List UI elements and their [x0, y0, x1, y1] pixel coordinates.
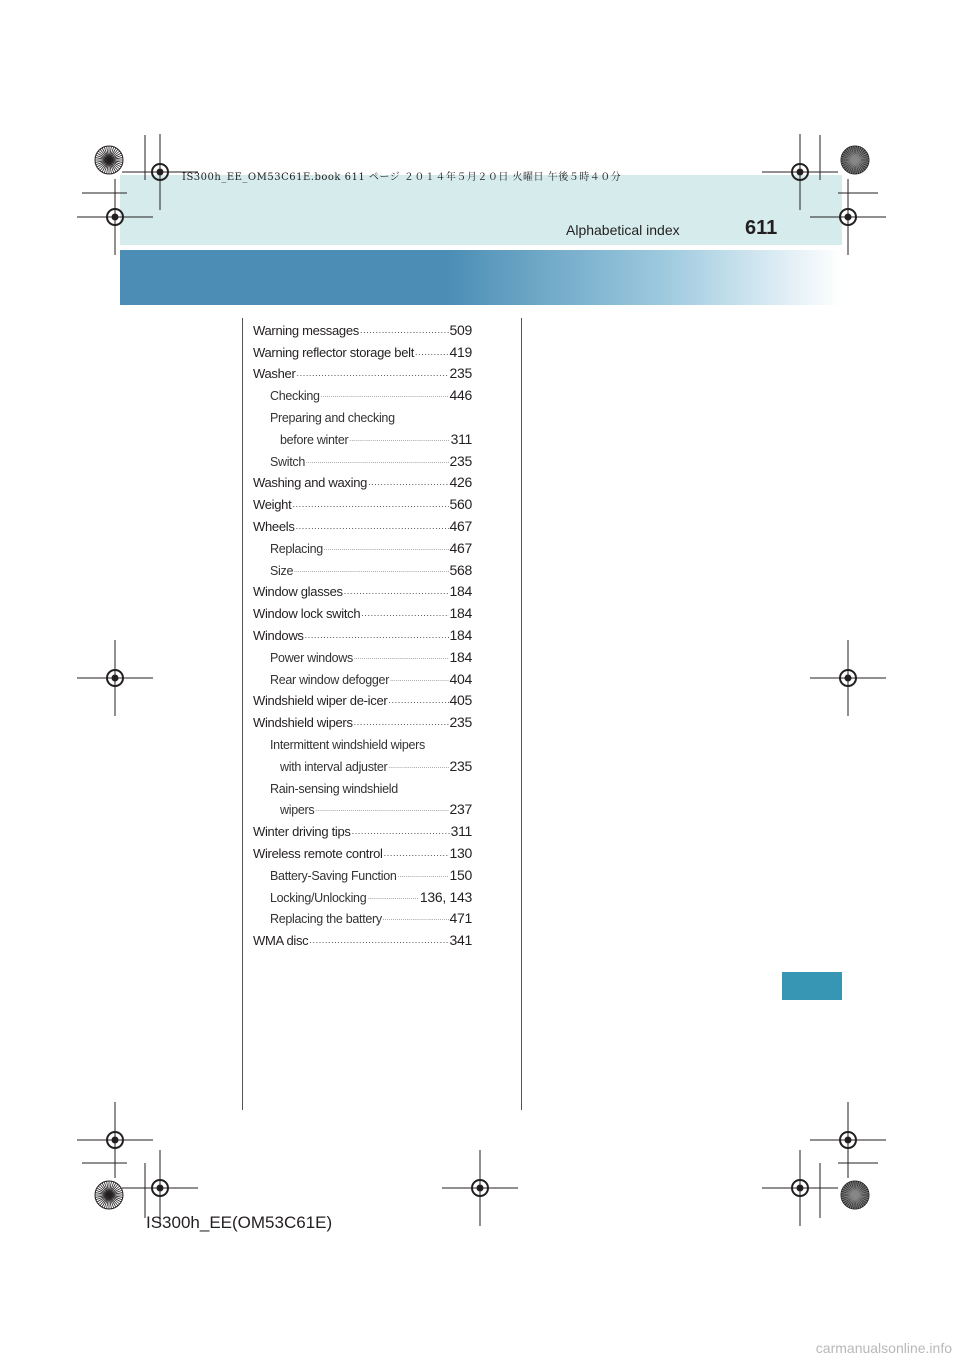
dot-leader	[292, 499, 448, 509]
dot-leader	[415, 347, 448, 357]
crosshair-mark	[762, 1150, 838, 1226]
index-entry	[253, 316, 472, 338]
index-entry-text: Warning messages	[253, 322, 359, 338]
index-entry-text: Washer	[253, 366, 296, 382]
dot-leader	[384, 848, 449, 858]
index-entry-text: Washing and waxing	[253, 475, 368, 491]
column-rule-right	[521, 318, 522, 1110]
index-entry	[253, 490, 472, 512]
index-entry-page: 311	[450, 430, 472, 447]
index-entry-text: Size	[270, 563, 294, 578]
index-entry-page: 235	[449, 452, 472, 469]
section-tab-mark	[782, 972, 842, 1000]
index-entry	[253, 665, 472, 687]
index-entry-text: Warning reflector storage belt	[253, 344, 415, 360]
crosshair-mark	[77, 640, 153, 716]
index-entry-text: Winter driving tips	[253, 824, 351, 840]
index-entry-page: 446	[449, 387, 472, 404]
index-entry	[253, 599, 472, 621]
dot-leader	[321, 393, 449, 399]
index-entry-text: Wireless remote control	[253, 845, 383, 861]
index-entry-text: before winter	[280, 432, 349, 447]
index-entry-text: Windshield wipers	[253, 715, 353, 731]
dot-leader	[297, 368, 449, 378]
index-entry-text: Windows	[253, 627, 304, 643]
dot-leader	[305, 630, 449, 640]
index-entry-text: Replacing	[270, 541, 323, 556]
index-entry	[253, 730, 472, 752]
index-entry-page: 150	[449, 866, 472, 883]
index-entry	[253, 381, 472, 403]
dot-leader	[354, 655, 449, 661]
index-entry-text: Replacing the battery	[270, 912, 382, 927]
dot-leader	[349, 437, 449, 443]
book-info: IS300h_EE_OM53C61E.book 611 ページ ２０１４年５月２０日 火曜日 午後５時４０分	[182, 172, 622, 183]
index-entry	[253, 556, 472, 578]
index-entry	[253, 839, 472, 861]
dot-leader	[352, 826, 450, 836]
index-entry-text: Switch	[270, 454, 306, 469]
index-entry-page: 404	[449, 670, 472, 687]
index-entry-page: 184	[449, 648, 472, 665]
dot-leader	[388, 695, 448, 705]
crosshair-mark	[810, 1102, 886, 1178]
index-entry	[253, 905, 472, 927]
index-entry-text: Power windows	[270, 650, 353, 665]
dot-leader	[309, 935, 448, 945]
index-entry-text: Checking	[270, 389, 320, 404]
blue-bar	[120, 250, 842, 305]
index-entry-page: 184	[449, 605, 472, 622]
index-entry	[253, 926, 472, 948]
index-entry	[253, 469, 472, 491]
crosshair-mark	[810, 640, 886, 716]
index-entry-page: 184	[449, 626, 472, 643]
index-entry-page: 509	[449, 321, 472, 338]
dot-leader	[294, 568, 448, 574]
index-entry-page: 184	[449, 583, 472, 600]
index-entry-text: Intermittent windshield wipers	[270, 737, 425, 752]
index-entry	[253, 578, 472, 600]
crosshair-mark	[442, 1150, 518, 1226]
dot-leader	[388, 764, 448, 770]
index-entry-text: Locking/Unlocking	[270, 890, 367, 905]
index-entry	[253, 447, 472, 469]
index-entry	[253, 643, 472, 665]
index-entry-page: 235	[449, 757, 472, 774]
model-code: IS300h_EE(OM53C61E)	[146, 1213, 333, 1232]
index-entry-page: 419	[449, 343, 472, 360]
index-entry	[253, 425, 472, 447]
watermark: carmanualsonline.info	[815, 1340, 952, 1356]
index-entry-page: 426	[449, 474, 472, 491]
index-entry	[253, 861, 472, 883]
index-entry	[253, 774, 472, 796]
dot-leader	[367, 895, 419, 901]
dot-leader	[315, 807, 448, 813]
index-entry-text: Window lock switch	[253, 606, 361, 622]
index-entry-text: wipers	[280, 803, 315, 818]
index-entry-text: Weight	[253, 497, 292, 513]
index-entry-text: WMA disc	[253, 933, 309, 949]
index-entry-page: 136, 143	[419, 888, 472, 905]
dot-leader	[296, 521, 449, 531]
starburst-mark	[841, 1181, 869, 1209]
index-entry-page: 311	[450, 823, 472, 840]
index-entry-page: 235	[449, 714, 472, 731]
starburst-mark	[95, 146, 123, 174]
index-entry-page: 235	[449, 365, 472, 382]
dot-leader	[306, 459, 449, 465]
dot-leader	[383, 916, 449, 922]
crosshair-mark	[77, 1102, 153, 1178]
index-entry-text: Wheels	[253, 518, 295, 534]
index-entry-text: Window glasses	[253, 584, 343, 600]
index-entry	[253, 403, 472, 425]
index-entry-page: 560	[449, 496, 472, 513]
dot-leader	[324, 546, 449, 552]
index-entry	[253, 512, 472, 534]
index-entry	[253, 360, 472, 382]
index-entry-page: 237	[449, 801, 472, 818]
index-entry	[253, 752, 472, 774]
index-entry	[253, 621, 472, 643]
column-rule-left	[242, 318, 243, 1110]
dot-leader	[354, 717, 449, 727]
dot-leader	[390, 677, 448, 683]
page-number: 611	[745, 217, 778, 239]
dot-leader	[360, 325, 449, 335]
section-title: Alphabetical index	[566, 222, 680, 238]
index-entry	[253, 534, 472, 556]
header-band	[120, 175, 842, 245]
dot-leader	[361, 608, 448, 618]
index-entry	[253, 687, 472, 709]
index-entry	[253, 338, 472, 360]
index-entry-page: 568	[449, 561, 472, 578]
dot-leader	[368, 477, 448, 487]
index-entry-page: 471	[449, 910, 472, 927]
index-entry-page: 467	[449, 539, 472, 556]
index-entry-text: with interval adjuster	[280, 759, 388, 774]
index-entry-page: 341	[449, 932, 472, 949]
index-entry-text: Battery-Saving Function	[270, 868, 397, 883]
index-entry	[253, 817, 472, 839]
index-entry	[253, 708, 472, 730]
index-list	[253, 316, 472, 948]
starburst-mark	[841, 146, 869, 174]
index-entry	[253, 796, 472, 818]
index-entry	[253, 883, 472, 905]
index-entry-page: 130	[449, 844, 472, 861]
index-entry-page: 467	[449, 517, 472, 534]
index-entry-text: Preparing and checking	[270, 410, 395, 425]
index-entry-text: Rain-sensing windshield	[270, 781, 398, 796]
index-entry-text: Rear window defogger	[270, 672, 390, 687]
dot-leader	[344, 586, 449, 596]
index-entry-page: 405	[449, 692, 472, 709]
index-entry-text: Windshield wiper de-icer	[253, 693, 388, 709]
starburst-mark	[95, 1181, 123, 1209]
dot-leader	[398, 873, 449, 879]
